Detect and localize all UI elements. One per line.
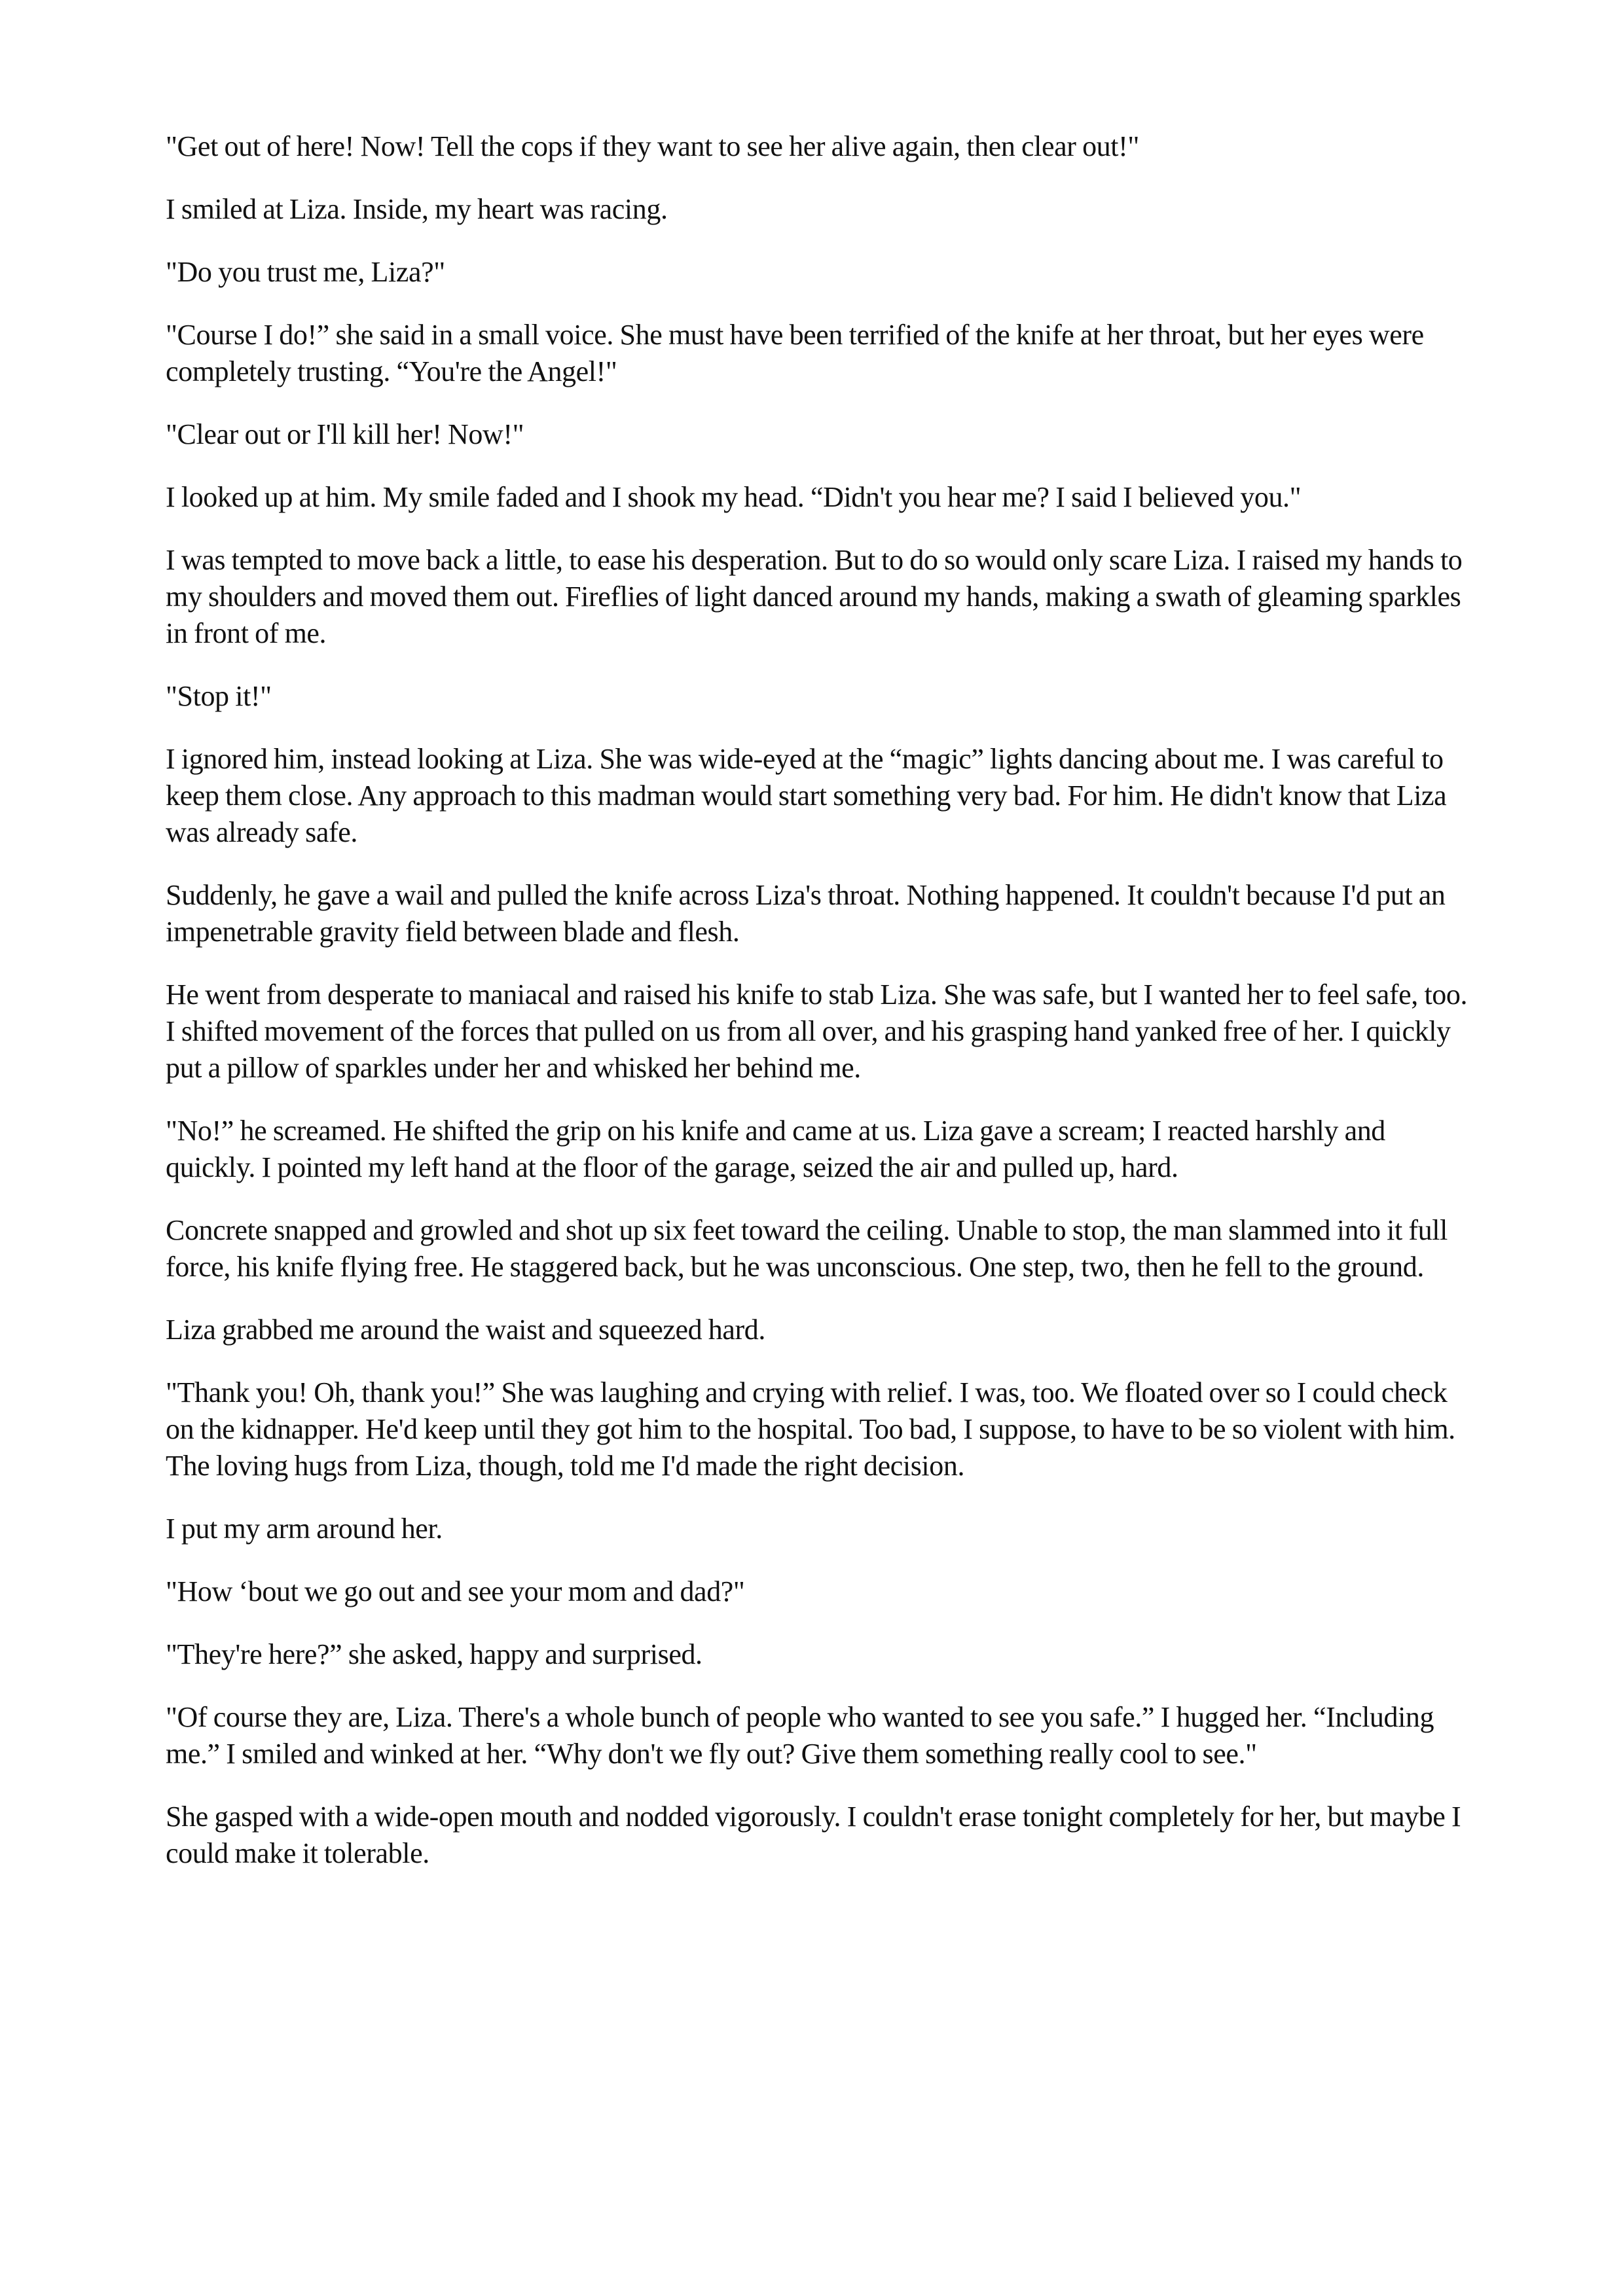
paragraph: "Do you trust me, Liza?" <box>166 256 445 288</box>
paragraph: "Of course they are, Liza. There's a whole bunch of people who wanted to see you safe.” I hugged her. “Including me.” I smiled and winked at her. “Why don't we fly out? Give them something really cool to see." <box>166 1701 1434 1770</box>
paragraph: I ignored him, instead looking at Liza. She was wide-eyed at the “magic” lights dancing about me. I was careful to keep them close. Any approach to this madman would start something very bad. For him. He didn't know that Liza was already safe. <box>166 743 1447 848</box>
paragraph: I looked up at him. My smile faded and I shook my head. “Didn't you hear me? I said I believed you." <box>166 481 1302 513</box>
paragraph: She gasped with a wide-open mouth and nodded vigorously. I couldn't erase tonight completely for her, but maybe I could make it tolerable. <box>166 1801 1461 1869</box>
story-text <box>166 128 1468 1898</box>
paragraph: Concrete snapped and growled and shot up six feet toward the ceiling. Unable to stop, the man slammed into it full force, his knife flying free. He staggered back, but he was unconscious. One step, two, then he fell to the ground. <box>166 1214 1448 1283</box>
paragraph: "How ‘bout we go out and see your mom and dad?" <box>166 1575 745 1607</box>
paragraph: Suddenly, he gave a wail and pulled the knife across Liza's throat. Nothing happened. It couldn't because I'd put an impenetrable gravity field between blade and flesh. <box>166 879 1446 948</box>
paragraph: "Clear out or I'll kill her! Now!" <box>166 418 524 450</box>
paragraph: I was tempted to move back a little, to ease his desperation. But to do so would only scare Liza. I raised my hands to my shoulders and moved them out. Fireflies of light danced around my hands, making a swath of gleaming sparkles in front of me. <box>166 544 1463 649</box>
paragraph: He went from desperate to maniacal and raised his knife to stab Liza. She was safe, but I wanted her to feel safe, too. I shifted movement of the forces that pulled on us from all over, and his grasping hand yanked free of her. I quickly put a pillow of sparkles under her and whisked her behind me. <box>166 978 1468 1084</box>
paragraph: "Stop it!" <box>166 680 272 712</box>
paragraph: "They're here?” she asked, happy and surprised. <box>166 1638 702 1670</box>
paragraph: "Thank you! Oh, thank you!” She was laughing and crying with relief. I was, too. We floated over so I could check on the kidnapper. He'd keep until they got him to the hospital. Too bad, I suppose, to have to be so violent with him. The loving hugs from Liza, though, told me I'd made the right decision. <box>166 1376 1455 1482</box>
paragraph: I smiled at Liza. Inside, my heart was racing. <box>166 193 668 225</box>
paragraph: "Course I do!” she said in a small voice. She must have been terrified of the knife at her throat, but her eyes were completely trusting. “You're the Angel!" <box>166 319 1424 387</box>
paragraph: "No!” he screamed. He shifted the grip on his knife and came at us. Liza gave a scream; I reacted harshly and quickly. I pointed my left hand at the floor of the garage, seized the air and pulled up, hard. <box>166 1115 1385 1183</box>
paragraph: I put my arm around her. <box>166 1513 443 1545</box>
paragraph: "Get out of here! Now! Tell the cops if they want to see her alive again, then clear out!" <box>166 130 1139 162</box>
paragraph: Liza grabbed me around the waist and squeezed hard. <box>166 1314 765 1346</box>
